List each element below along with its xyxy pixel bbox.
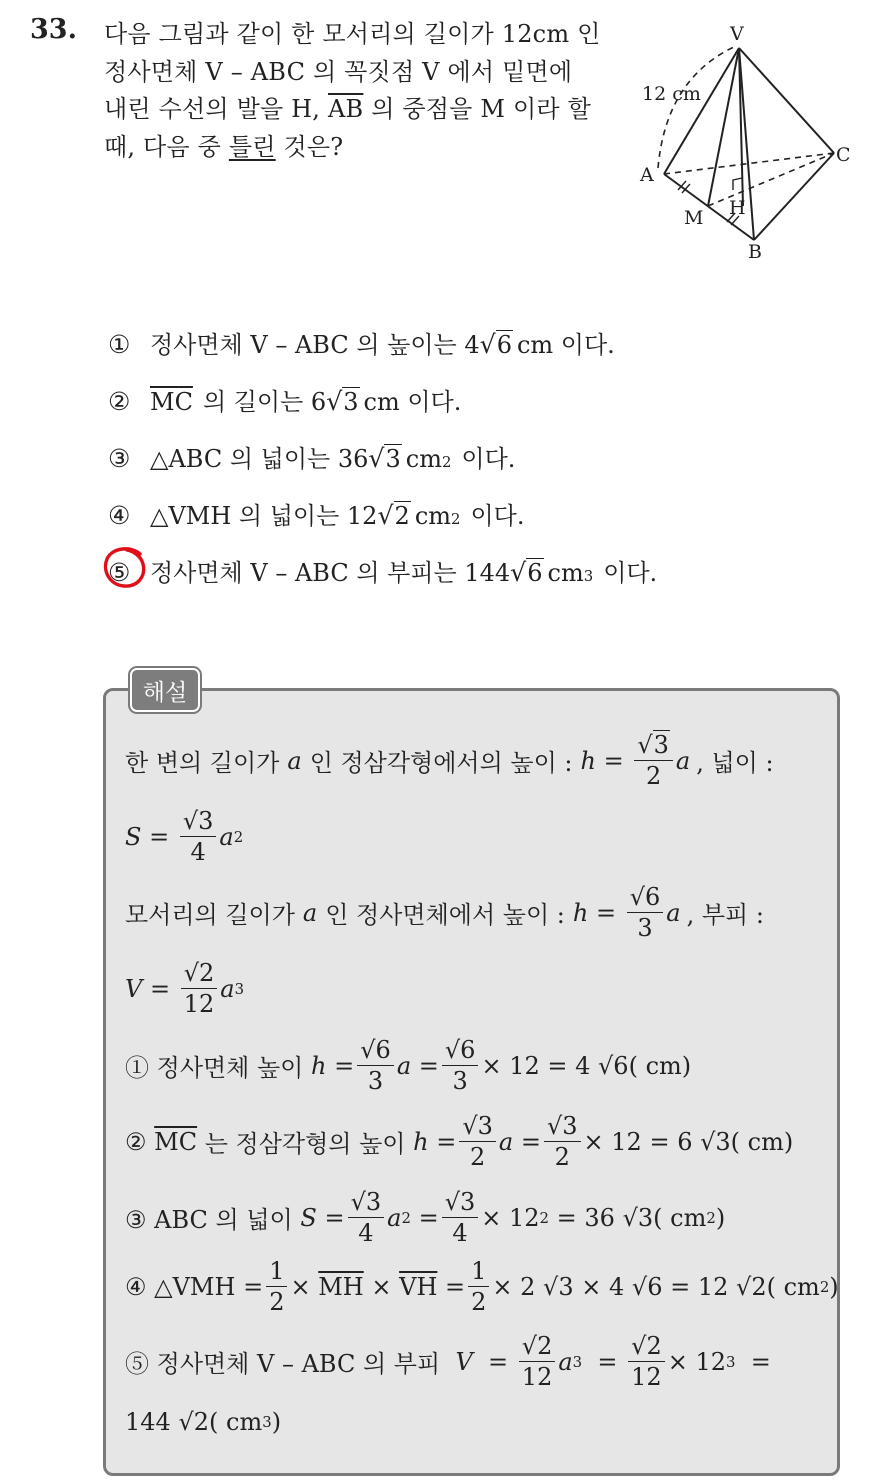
choice-number: ⑤ [108, 558, 131, 587]
unit: ( cm [653, 1203, 707, 1232]
unit: ( cm [209, 1408, 263, 1436]
choice-text: cm [547, 559, 584, 587]
edge-bc [754, 153, 834, 240]
choice-2[interactable] [108, 382, 461, 417]
solution-text: × 12 [667, 1347, 726, 1376]
segment-vm [708, 48, 739, 206]
choice-text: cm 이다. [516, 331, 615, 359]
choice-5[interactable]: ⑤ 정사면체 V – ABC 의 부피는 144 √6 cm 3 이다. [108, 553, 657, 588]
question-text: 것은? [283, 133, 344, 161]
fraction: $\frac{√6}{3}$ [357, 1037, 394, 1095]
solution-text: × 2 [492, 1272, 536, 1301]
solution-text: 모서리의 길이가 [125, 901, 295, 930]
choice-text: 정사면체 V – ABC 의 부피는 144 [150, 559, 511, 587]
label-v: V [730, 23, 744, 45]
choice-text: 이다. [603, 559, 658, 587]
choice-number: ① [108, 330, 131, 359]
question-line-4 [104, 127, 343, 162]
solution-line-4: V = $\frac{√2}{12}$ a 3 [125, 959, 245, 1019]
choice-text: cm 이다. [363, 388, 462, 416]
fraction: $\frac{√6}{3}$ [442, 1037, 479, 1095]
label-edge-length: 12 cm [642, 83, 701, 105]
edge-vc [739, 48, 834, 153]
solution-step-2: ② $\overline{MC}$ 는 정삼각형의 높이 h = $\frac{√3}{2}$ a = $\frac{√3}{2}$ × 12 = 6 √ 3 ( cm) [125, 1112, 794, 1172]
solution-text: ③ ABC 의 넓이 [125, 1206, 293, 1235]
solution-text: , 부피 : [686, 901, 764, 930]
choice-number: ④ [108, 501, 131, 530]
tetrahedron-figure [630, 18, 860, 268]
choice-text: △VMH 의 넓이는 12 [150, 502, 378, 530]
choice-4[interactable]: ④ △VMH 의 넓이는 12 √2 cm 2 이다. [108, 496, 524, 531]
sqrt-sign: √2 [377, 501, 410, 530]
edge-va [664, 48, 739, 174]
fraction: $\frac{√3}{4}$ [348, 1189, 385, 1247]
choice-text: 이다. [461, 445, 516, 473]
segment-mc-hidden [708, 153, 834, 206]
label-m: M [684, 207, 704, 229]
segment-mc: $\overline{MC}$ [154, 1127, 198, 1156]
fraction: $\frac{√3}{2}$ [634, 732, 673, 790]
solution-step-1: ① 정사면체 높이 h = $\frac{√6}{3}$ a = $\frac{√6}{3}$ × 12 = 4 √ 6 ( cm) [125, 1036, 692, 1096]
solution-step-3: ③ ABC 의 넓이 S = $\frac{√3}{4}$ a 2 = $\frac{√3}{4}$ × 12 2 = 36 √ 3 ( cm 2 ) [125, 1188, 726, 1248]
solution-line-1: 한 변의 길이가 a 인 정삼각형에서의 높이 : h = $\frac{√3}{2}$ a , 넓이 : [125, 731, 774, 791]
fraction: $\frac{√3}{4}$ [180, 808, 217, 866]
segment-ab: $\overline{AB}$ [327, 95, 364, 123]
choice-text: 이다. [470, 502, 525, 530]
solution-text: = 36 [556, 1203, 615, 1232]
unit: ( cm) [628, 1051, 692, 1080]
solution-text: × 12 [481, 1203, 540, 1232]
fraction: $\frac{1}{2}$ [468, 1258, 489, 1316]
solution-line-3: 모서리의 길이가 a 인 정사면체에서 높이 : h = $\frac{√6}{3}$ a , 부피 : [125, 883, 764, 943]
choice-text: △ABC 의 넓이는 36 [150, 445, 369, 473]
choice-1[interactable] [108, 325, 615, 360]
solution-text: 한 변의 길이가 [125, 749, 280, 778]
solution-badge: 해설 [130, 668, 200, 712]
label-b: B [748, 241, 762, 263]
sqrt-sign: √3 [326, 387, 359, 416]
answer-circle-mark [100, 544, 150, 592]
question-text: 때, 다음 중 [104, 133, 222, 161]
choice-text: 의 길이는 6 [202, 388, 327, 416]
solution-text: × 12 = 6 [583, 1127, 693, 1156]
label-a: A [640, 164, 654, 186]
choice-text: cm [414, 502, 452, 530]
solution-text: 144 [125, 1408, 171, 1436]
choice-text: 정사면체 V – ABC 의 높이는 4 [150, 331, 480, 359]
choice-text: cm [405, 445, 442, 473]
fraction: $\frac{√2}{12}$ [181, 960, 218, 1018]
question-line-1: 다음 그림과 같이 한 모서리의 길이가 12cm 인 [104, 20, 601, 48]
solution-step-4: ④ △VMH = $\frac{1}{2}$ × $\overline{MH}$ × $\overline{VH}$ = $\frac{1}{2}$ × 2 √ 3 × 4 √ 6 = 12 √ 2 ( cm 2 ) [125, 1257, 839, 1317]
unit: ( cm) [730, 1127, 794, 1156]
sqrt-sign: √6 [479, 330, 512, 359]
edge-length-arc [658, 46, 736, 168]
solution-line-2: S = $\frac{√3}{4}$ a 2 [125, 807, 244, 867]
segment-mc: $\overline{MC}$ [150, 388, 193, 416]
fraction: $\frac{√3}{4}$ [442, 1189, 479, 1247]
solution-text: = 12 [670, 1272, 729, 1301]
solution-text: 는 정삼각형의 높이 [204, 1130, 406, 1159]
solution-step-5-cont: 144 √ 2 ( cm 3 ) [125, 1408, 282, 1436]
segment-vh: $\overline{VH}$ [399, 1272, 438, 1301]
solution-text: 인 정삼각형에서의 높이 : [309, 749, 573, 778]
question-line-2: 정사면체 V – ABC 의 꼭짓점 V 에서 밑면에 [104, 58, 573, 86]
solution-text: × 12 = 4 [481, 1051, 591, 1080]
choice-3[interactable]: ③ △ABC 의 넓이는 36 √3 cm 2 이다. [108, 439, 515, 474]
question-number: 33. [30, 14, 77, 45]
solution-text: ⑤ 정사면체 V – ABC 의 부피 [125, 1350, 441, 1379]
choice-number: ③ [108, 444, 131, 473]
question-text: 내린 수선의 발을 H, [104, 95, 321, 123]
label-h: H [729, 197, 746, 219]
unit: ( cm [766, 1272, 820, 1301]
fraction: $\frac{√3}{2}$ [459, 1113, 496, 1171]
fraction: $\frac{1}{2}$ [266, 1258, 287, 1316]
solution-text: , 넓이 : [696, 749, 774, 778]
fraction: $\frac{√2}{12}$ [519, 1333, 556, 1391]
fraction: $\frac{√6}{3}$ [627, 884, 664, 942]
label-c: C [836, 144, 851, 166]
question-emphasis-wrong: 틀린 [228, 133, 276, 161]
sqrt-sign: √6 [510, 558, 543, 587]
sqrt-sign: √3 [368, 444, 401, 473]
solution-step-5: ⑤ 정사면체 V – ABC 의 부피 V = $\frac{√2}{12}$ a 3 = $\frac{√2}{12}$ × 12 3 = [125, 1332, 771, 1392]
solution-text: 인 정사면체에서 높이 : [325, 901, 565, 930]
segment-mh: $\overline{MH}$ [318, 1272, 364, 1301]
fraction: $\frac{√3}{2}$ [544, 1113, 581, 1171]
choice-number: ② [108, 387, 131, 416]
solution-text: ④ △VMH = [125, 1272, 264, 1301]
fraction: $\frac{√2}{12}$ [628, 1333, 665, 1391]
question-line-3 [104, 89, 591, 124]
question-text: 의 중점을 M 이라 할 [371, 95, 591, 123]
solution-text: = [750, 1347, 771, 1376]
solution-text: ① 정사면체 높이 [125, 1054, 304, 1083]
solution-text: × 4 [581, 1272, 625, 1301]
